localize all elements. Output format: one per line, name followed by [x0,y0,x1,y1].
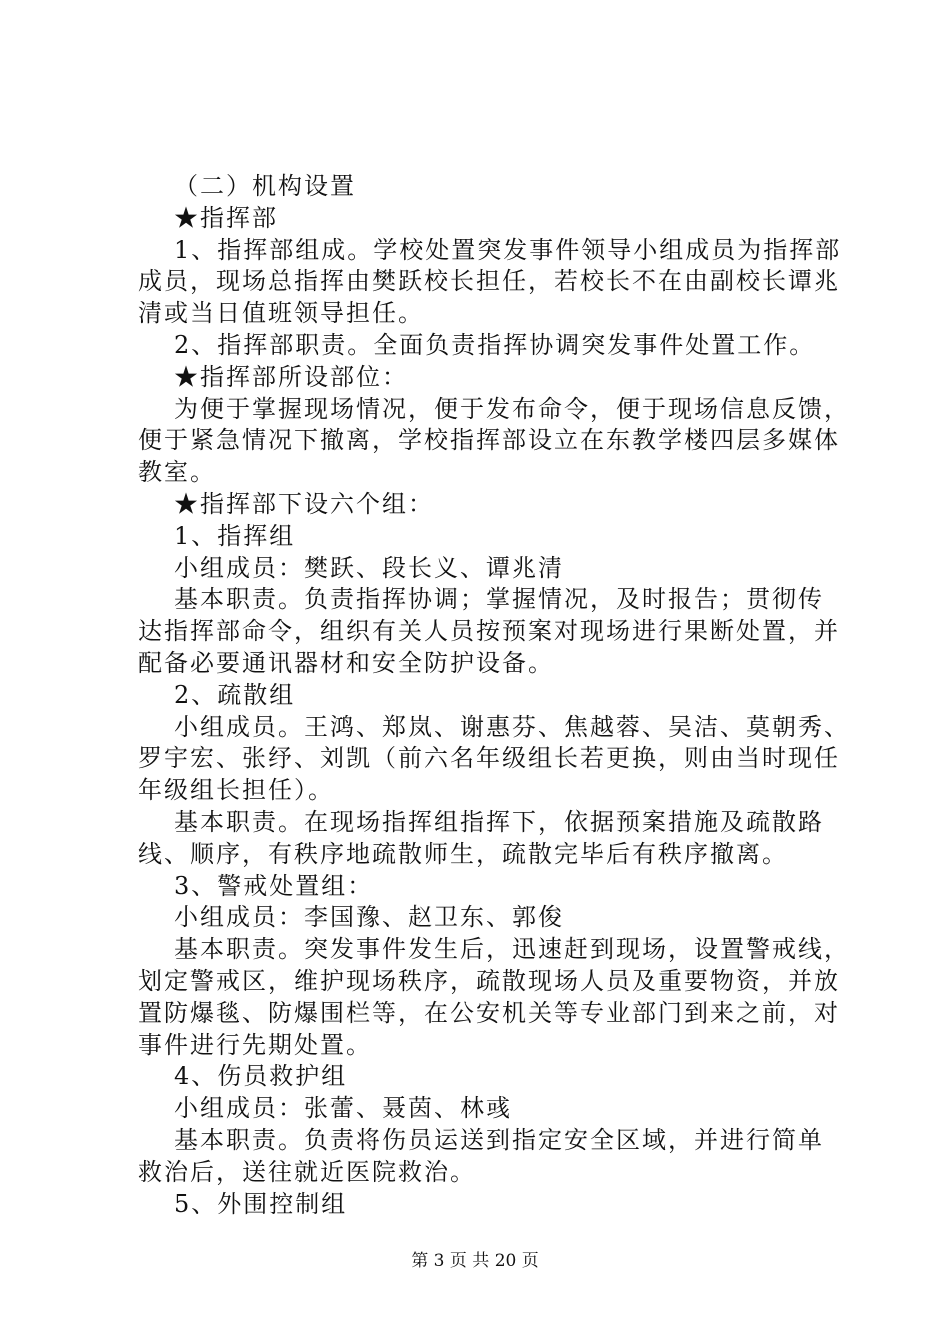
paragraph-line: 基本职责。负责指挥协调；掌握情况，及时报告；贯彻传 [174,585,824,614]
paragraph-line: 置防爆毯、防爆围栏等，在公安机关等专业部门到来之前，对 [138,998,840,1027]
paragraph-line: 年级组长担任）。 [138,776,334,805]
paragraph-line: 罗宇宏、张纾、刘凯（前六名年级组长若更换，则由当时现任 [138,744,840,773]
paragraph-line: 配备必要通讯器材和安全防护设备。 [138,648,554,677]
paragraph-line: 基本职责。在现场指挥组指挥下，依据预案措施及疏散路 [174,807,824,836]
subheading-command-location: ★指挥部所设部位： [174,362,408,391]
page-number: 第 3 页 共 20 页 [411,1251,539,1271]
paragraph-line: 达指挥部命令，组织有关人员按预案对现场进行果断处置，并 [138,617,840,646]
group-title: 1、指挥组 [174,521,296,550]
subheading-six-groups: ★指挥部下设六个组： [174,489,434,518]
group-title: 2、疏散组 [174,680,296,709]
section-heading: （二）机构设置 [174,172,356,200]
group-members: 小组成员：李国豫、赵卫东、郭俊 [174,903,564,932]
paragraph-line: 线、顺序，有秩序地疏散师生，疏散完毕后有秩序撤离。 [138,839,788,868]
subheading-command-center: ★指挥部 [174,203,278,232]
group-members: 小组成员。王鸿、郑岚、谢惠芬、焦越蓉、吴洁、莫朝秀、 [174,712,850,741]
group-title: 4、伤员救护组 [174,1062,348,1091]
paragraph-line: 救治后，送往就近医院救治。 [138,1157,476,1186]
paragraph-line: 成员，现场总指挥由樊跃校长担任，若校长不在由副校长谭兆 [138,267,840,296]
group-title: 5、外围控制组 [174,1189,348,1218]
group-members: 小组成员：张蕾、聂茵、林彧 [174,1094,512,1123]
group-title: 3、警戒处置组： [174,871,374,900]
paragraph-line: 2、指挥部职责。全面负责指挥协调突发事件处置工作。 [174,330,816,359]
paragraph-line: 基本职责。负责将伤员运送到指定安全区域，并进行简单 [174,1125,824,1154]
paragraph-line: 事件进行先期处置。 [138,1030,372,1059]
page-footer [0,1246,950,1271]
document-body [138,171,850,1220]
paragraph-line: 清或当日值班领导担任。 [138,299,424,328]
paragraph-line: 划定警戒区，维护现场秩序，疏散现场人员及重要物资，并放 [138,966,840,995]
paragraph-line: 1、指挥部组成。学校处置突发事件领导小组成员为指挥部 [174,235,842,264]
paragraph-line: 便于紧急情况下撤离，学校指挥部设立在东教学楼四层多媒体 [138,426,840,455]
group-members: 小组成员：樊跃、段长义、谭兆清 [174,553,564,582]
paragraph-line: 为便于掌握现场情况，便于发布命令，便于现场信息反馈， [174,394,850,423]
paragraph-line: 基本职责。突发事件发生后，迅速赶到现场，设置警戒线， [174,935,850,964]
paragraph-line: 教室。 [138,458,216,487]
